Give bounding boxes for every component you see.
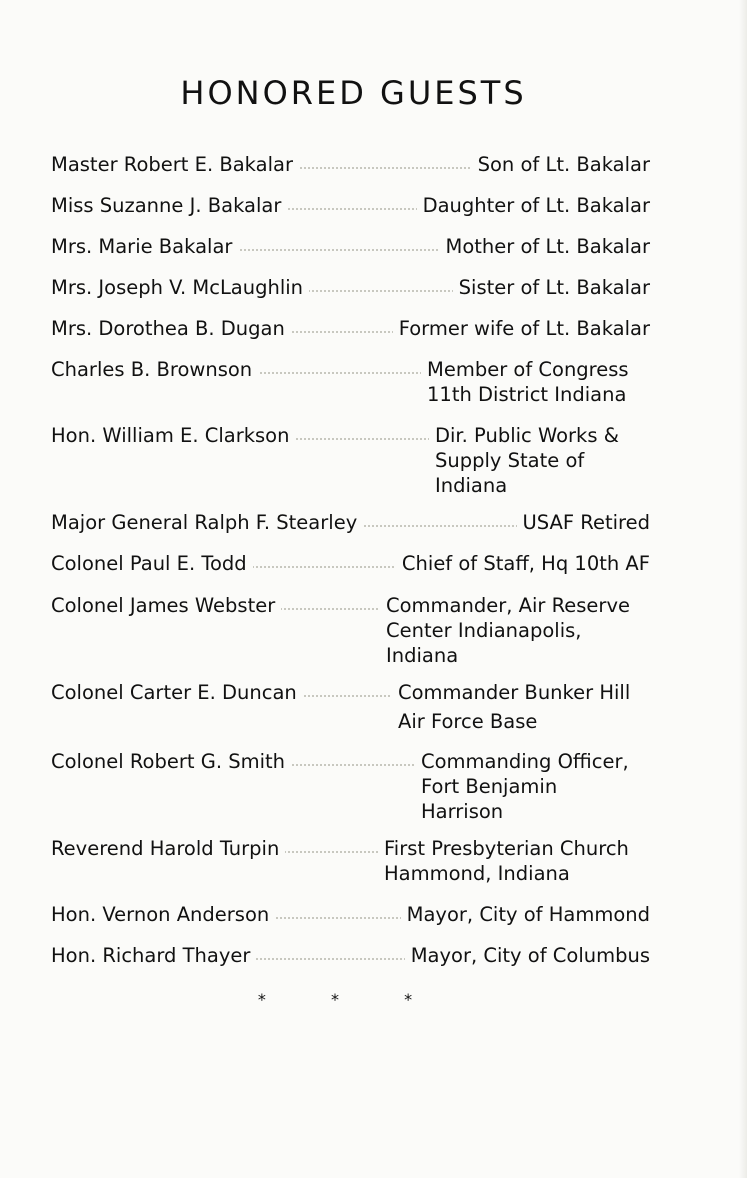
guest-role [378,836,650,886]
guest-role-line: Dir. Public Works & [435,424,619,447]
guest-name: Mrs. Joseph V. McLaughlin [51,275,309,300]
guest-role-line: Mother of Lt. Bakalar [445,235,650,258]
guest-name: Colonel Paul E. Todd [51,551,253,576]
guest-role [453,275,650,300]
guest-name: Reverend Harold Turpin [51,836,285,861]
guest-role-line: USAF Retired [522,511,650,534]
guest-name: Colonel James Webster [51,593,281,618]
guest-role [429,423,650,498]
guest-name: Master Robert E. Bakalar [51,152,299,177]
guest-name: Mrs. Marie Bakalar [51,234,238,259]
page-edge-shadow [739,0,747,1178]
guest-role [440,234,650,259]
guest-role-line: Harrison [421,800,504,823]
guest-name: Hon. William E. Clarkson [51,423,295,448]
guest-role-line: Hammond, Indiana [384,862,570,885]
guest-role-line: Fort Benjamin [421,775,558,798]
guest-name: Colonel Robert G. Smith [51,749,291,774]
guest-role-line: Member of Congress [427,358,629,381]
page-title: HONORED GUESTS [180,74,527,112]
guest-role [517,510,650,535]
guest-role-line: Daughter of Lt. Bakalar [422,194,650,217]
guest-role [415,749,650,824]
guest-role-line: Supply State of [435,449,585,472]
guest-role-line: Mayor, City of Hammond [406,903,650,926]
guest-name: Hon. Vernon Anderson [51,902,275,927]
guest-role-line: Air Force Base [398,710,538,733]
guest-role-line: 11th District Indiana [427,383,627,406]
guest-role-line: First Presbyterian Church [384,837,629,860]
guest-name: Mrs. Dorothea B. Dugan [51,316,291,341]
guest-role [393,316,650,341]
guest-role [396,551,650,576]
guest-role-line: Commander Bunker Hill [398,681,631,704]
guest-role-line: Mayor, City of Columbus [410,944,650,967]
guest-name: Charles B. Brownson [51,357,258,382]
guest-role-line: Indiana [435,474,508,497]
guest-role-line: Former wife of Lt. Bakalar [398,317,650,340]
guest-role [472,152,650,177]
guest-role [421,357,650,407]
guest-role-line: Son of Lt. Bakalar [477,153,650,176]
guest-name: Hon. Richard Thayer [51,943,256,968]
guest-role-line: Commander, Air Reserve [386,594,630,617]
guest-name: Colonel Carter E. Duncan [51,680,303,705]
guest-role [401,902,650,927]
guest-role-line: Indiana [386,644,459,667]
guest-role-line: Center Indianapolis, [386,619,582,642]
guest-role [392,678,650,736]
guest-role [380,593,650,668]
guest-role-line: Chief of Staff, Hq 10th AF [401,552,650,575]
guest-name: Major General Ralph F. Stearley [51,510,363,535]
guest-role-line: Sister of Lt. Bakalar [458,276,650,299]
guest-role-line: Commanding Officer, [421,750,629,773]
guest-name: Miss Suzanne J. Bakalar [51,193,287,218]
ornament-stars: * * * [257,990,443,1009]
guest-role [405,943,650,968]
guest-role [417,193,650,218]
